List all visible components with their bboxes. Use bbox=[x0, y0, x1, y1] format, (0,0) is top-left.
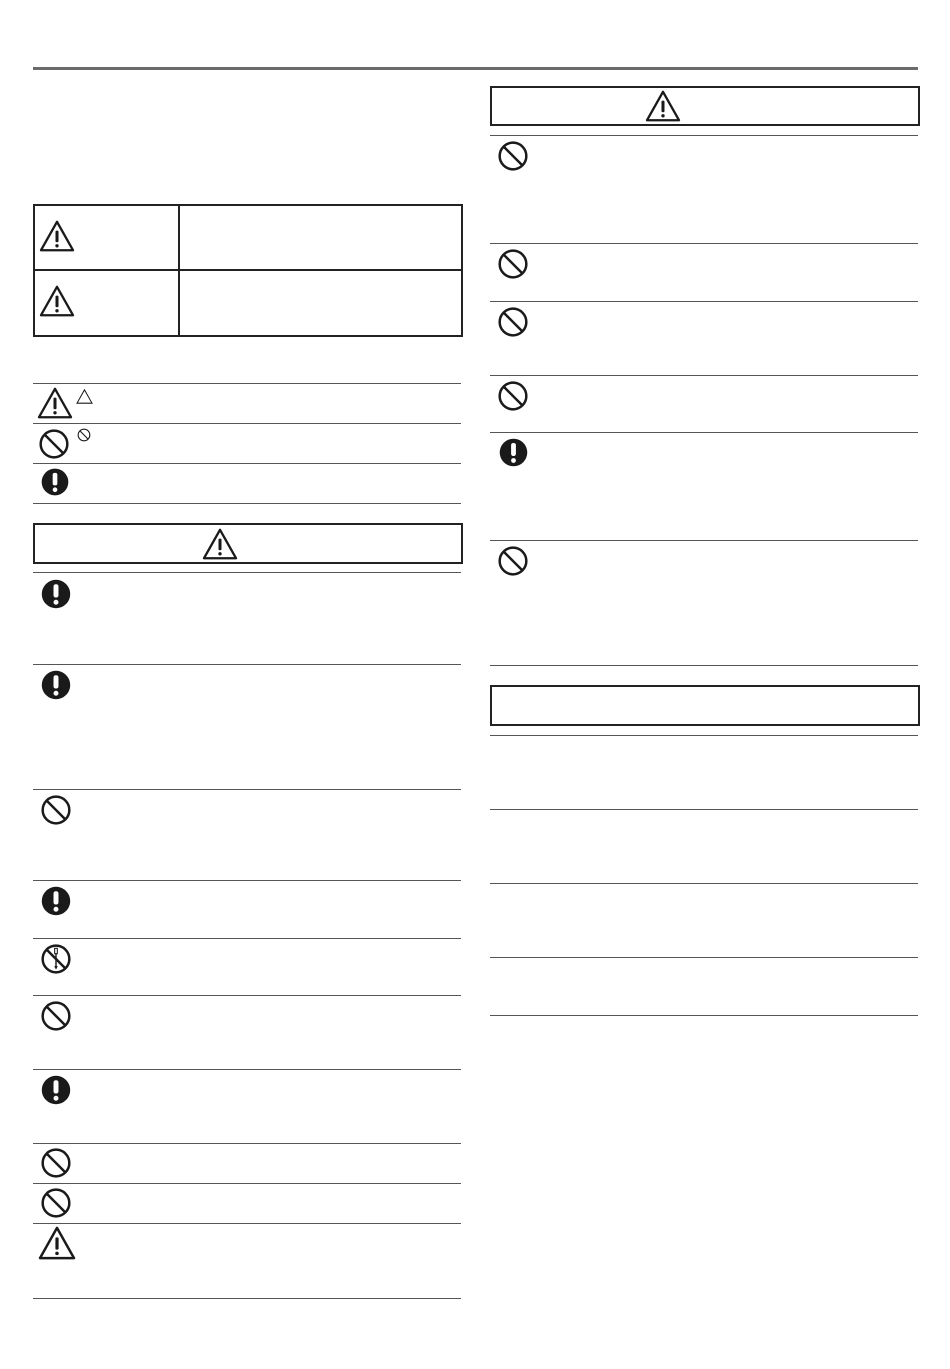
warning-triangle-icon bbox=[38, 1226, 76, 1260]
signal-word-legend-table bbox=[33, 204, 463, 337]
mandatory-exclamation-icon bbox=[40, 669, 72, 701]
mandatory-exclamation-icon bbox=[40, 885, 72, 917]
prohibited-circle-icon bbox=[40, 1187, 72, 1219]
no-disassembly-icon bbox=[40, 943, 72, 975]
prohibited-circle-icon bbox=[497, 248, 529, 280]
mandatory-exclamation-icon bbox=[40, 578, 72, 610]
prohibited-circle-icon bbox=[40, 1147, 72, 1179]
divider bbox=[490, 375, 918, 376]
warning-triangle-icon bbox=[202, 528, 238, 560]
prohibited-circle-icon bbox=[40, 794, 72, 826]
divider bbox=[33, 1143, 461, 1144]
prohibited-circle-icon bbox=[497, 306, 529, 338]
warning-triangle-icon bbox=[39, 220, 75, 252]
warning-section-header bbox=[33, 523, 463, 564]
page-top-rule bbox=[33, 67, 918, 70]
notice-section-header bbox=[490, 685, 920, 726]
divider bbox=[490, 243, 918, 244]
divider bbox=[490, 301, 918, 302]
divider bbox=[490, 665, 918, 666]
divider bbox=[33, 463, 461, 464]
divider bbox=[490, 1015, 918, 1016]
legend-table-divider-horizontal bbox=[35, 269, 461, 271]
divider bbox=[33, 1069, 461, 1070]
mandatory-exclamation-icon bbox=[40, 1074, 72, 1106]
prohibited-circle-small-icon bbox=[77, 428, 91, 442]
divider bbox=[33, 503, 461, 504]
divider bbox=[490, 540, 918, 541]
divider bbox=[490, 432, 918, 433]
divider bbox=[33, 938, 461, 939]
warning-triangle-icon bbox=[37, 387, 73, 419]
divider bbox=[490, 809, 918, 810]
warning-triangle-icon bbox=[39, 285, 75, 317]
divider bbox=[490, 135, 918, 136]
prohibited-circle-icon bbox=[497, 545, 529, 577]
mandatory-exclamation-icon bbox=[498, 437, 529, 468]
divider bbox=[490, 883, 918, 884]
divider bbox=[33, 1183, 461, 1184]
divider bbox=[33, 880, 461, 881]
divider bbox=[33, 423, 461, 424]
divider bbox=[33, 789, 461, 790]
warning-triangle-icon bbox=[645, 90, 681, 122]
prohibited-circle-icon bbox=[38, 428, 70, 460]
divider bbox=[33, 383, 461, 384]
divider bbox=[33, 1223, 461, 1224]
mandatory-exclamation-icon bbox=[40, 467, 70, 497]
divider bbox=[490, 735, 918, 736]
caution-section-header bbox=[490, 86, 920, 126]
divider bbox=[33, 995, 461, 996]
prohibited-circle-icon bbox=[497, 380, 529, 412]
divider bbox=[33, 664, 461, 665]
prohibited-circle-icon bbox=[40, 1000, 72, 1032]
warning-triangle-small-icon bbox=[76, 389, 93, 404]
prohibited-circle-icon bbox=[497, 140, 529, 172]
divider bbox=[490, 957, 918, 958]
divider bbox=[33, 572, 461, 573]
divider bbox=[33, 1298, 461, 1299]
